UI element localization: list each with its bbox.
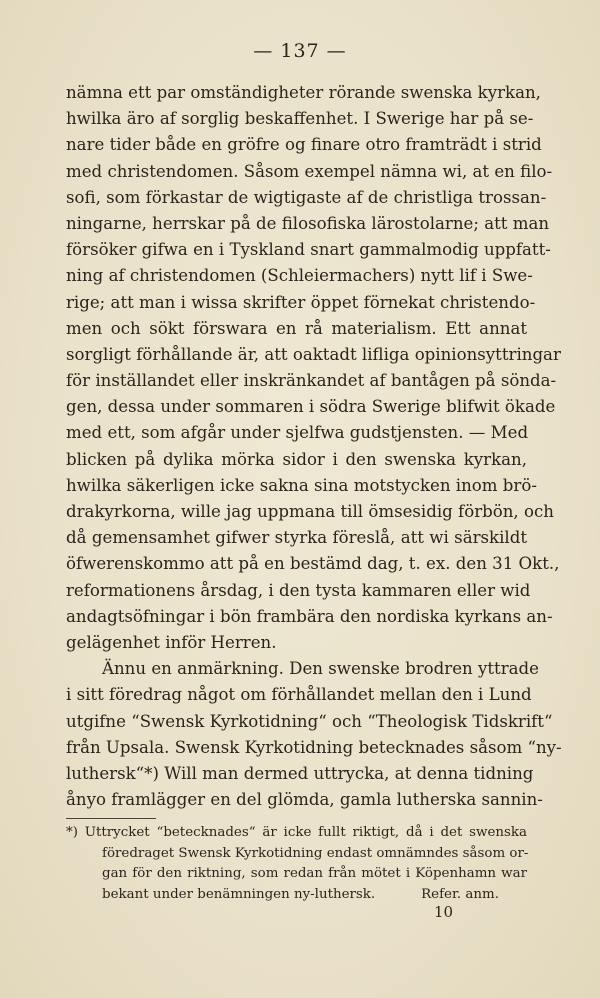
text-line: utgifne “Swensk Kyrkotidning“ och “Theologisk Tidskrift“ (66, 711, 553, 731)
text-line: ning af christendomen (Schleiermachers) nytt lif i Swe- (66, 266, 533, 286)
printer-signature-mark: 10 (434, 903, 454, 921)
main-text (66, 80, 562, 813)
text-line: nämna ett par omständigheter rörande swenska kyrkan, (66, 83, 541, 102)
footnote-line: föredraget Swensk Kyrkotidning endast omnämndes såsom or- (102, 845, 529, 861)
text-line: nare tider både en gröfre og finare otro framträdt i strid (66, 135, 542, 155)
text-line: från Upsala. Swensk Kyrkotidning betecknades såsom “ny- (66, 737, 562, 757)
footnote-divider (66, 818, 156, 819)
paragraph-start-line: Ännu en anmärkning. Den swenske brodren yttrade (102, 659, 539, 679)
text-line: då gemensamhet gifwer styrka föreslå, att wi särskildt (66, 528, 527, 548)
text-line: rige; att man i wissa skrifter öppet förnekat christendo- (66, 292, 536, 312)
text-line: i sitt föredrag något om förhållandet mellan den i Lund (66, 685, 532, 705)
text-line: luthersk“*) Will man dermed uttrycka, at denna tidning (66, 763, 534, 783)
text-line: blicken på dylika mörka sidor i den swenska kyrkan, (66, 449, 527, 469)
footnote-line: gan för den riktning, som redan från mötet i Köpenhamn war (102, 866, 527, 881)
text-line: sorgligt förhållande är, att oaktadt lifliga opinionsyttringar (66, 344, 561, 364)
text-line: andagtsöfningar i bön frambära den nordiska kyrkans an- (66, 606, 553, 626)
paragraph-end-line: gelägenhet inför Herren. (66, 632, 277, 652)
text-line: för inställandet eller inskränkandet af bantågen på sönda- (66, 371, 557, 391)
text-line: öfwerenskommo att på en bestämd dag, t. ex. den 31 Okt., (66, 554, 560, 574)
footnote-signature: Refer. anm. (421, 886, 499, 902)
text-line: med ett, som afgår under sjelfwa gudstjensten. — Med (66, 423, 529, 443)
footnote (66, 823, 527, 905)
text-line: sofi, som förkastar de wigtigaste af de christliga trossan- (66, 187, 547, 207)
text-line: hwilka äro af sorglig beskaffenhet. I Swerige har på se- (66, 109, 534, 129)
page-number: — 137 — (253, 40, 347, 62)
text-line: med christendomen. Såsom exempel nämna wi, at en filo- (66, 161, 553, 181)
text-line: hwilka säkerligen icke sakna sina motstycken inom brö- (66, 475, 537, 495)
text-line: ningarne, herrskar på de filosofiska lärostolarne; att man (66, 213, 550, 233)
text-line: drakyrkorna, wille jag uppmana till ömsesidig förbön, och (66, 502, 554, 521)
footnote-line: bekant under benämningen ny-luthersk. (102, 886, 376, 902)
text-line: gen, dessa under sommaren i södra Swerige blifwit ökade (66, 397, 556, 417)
footnote-line: *) Uttrycket “betecknades“ är icke fullt riktigt, då i det swenska (66, 825, 527, 840)
footnote-last-line (66, 885, 527, 906)
text-line: försöker gifwa en i Tyskland snart gammalmodig uppfatt- (66, 240, 551, 260)
text-line: men och sökt förswara en rå materialism. Ett annat (66, 318, 527, 338)
text-line: reformationens årsdag, i den tysta kammaren eller wid (66, 580, 531, 600)
text-line: ånyo framlägger en del glömda, gamla lutherska sannin- (66, 790, 543, 810)
